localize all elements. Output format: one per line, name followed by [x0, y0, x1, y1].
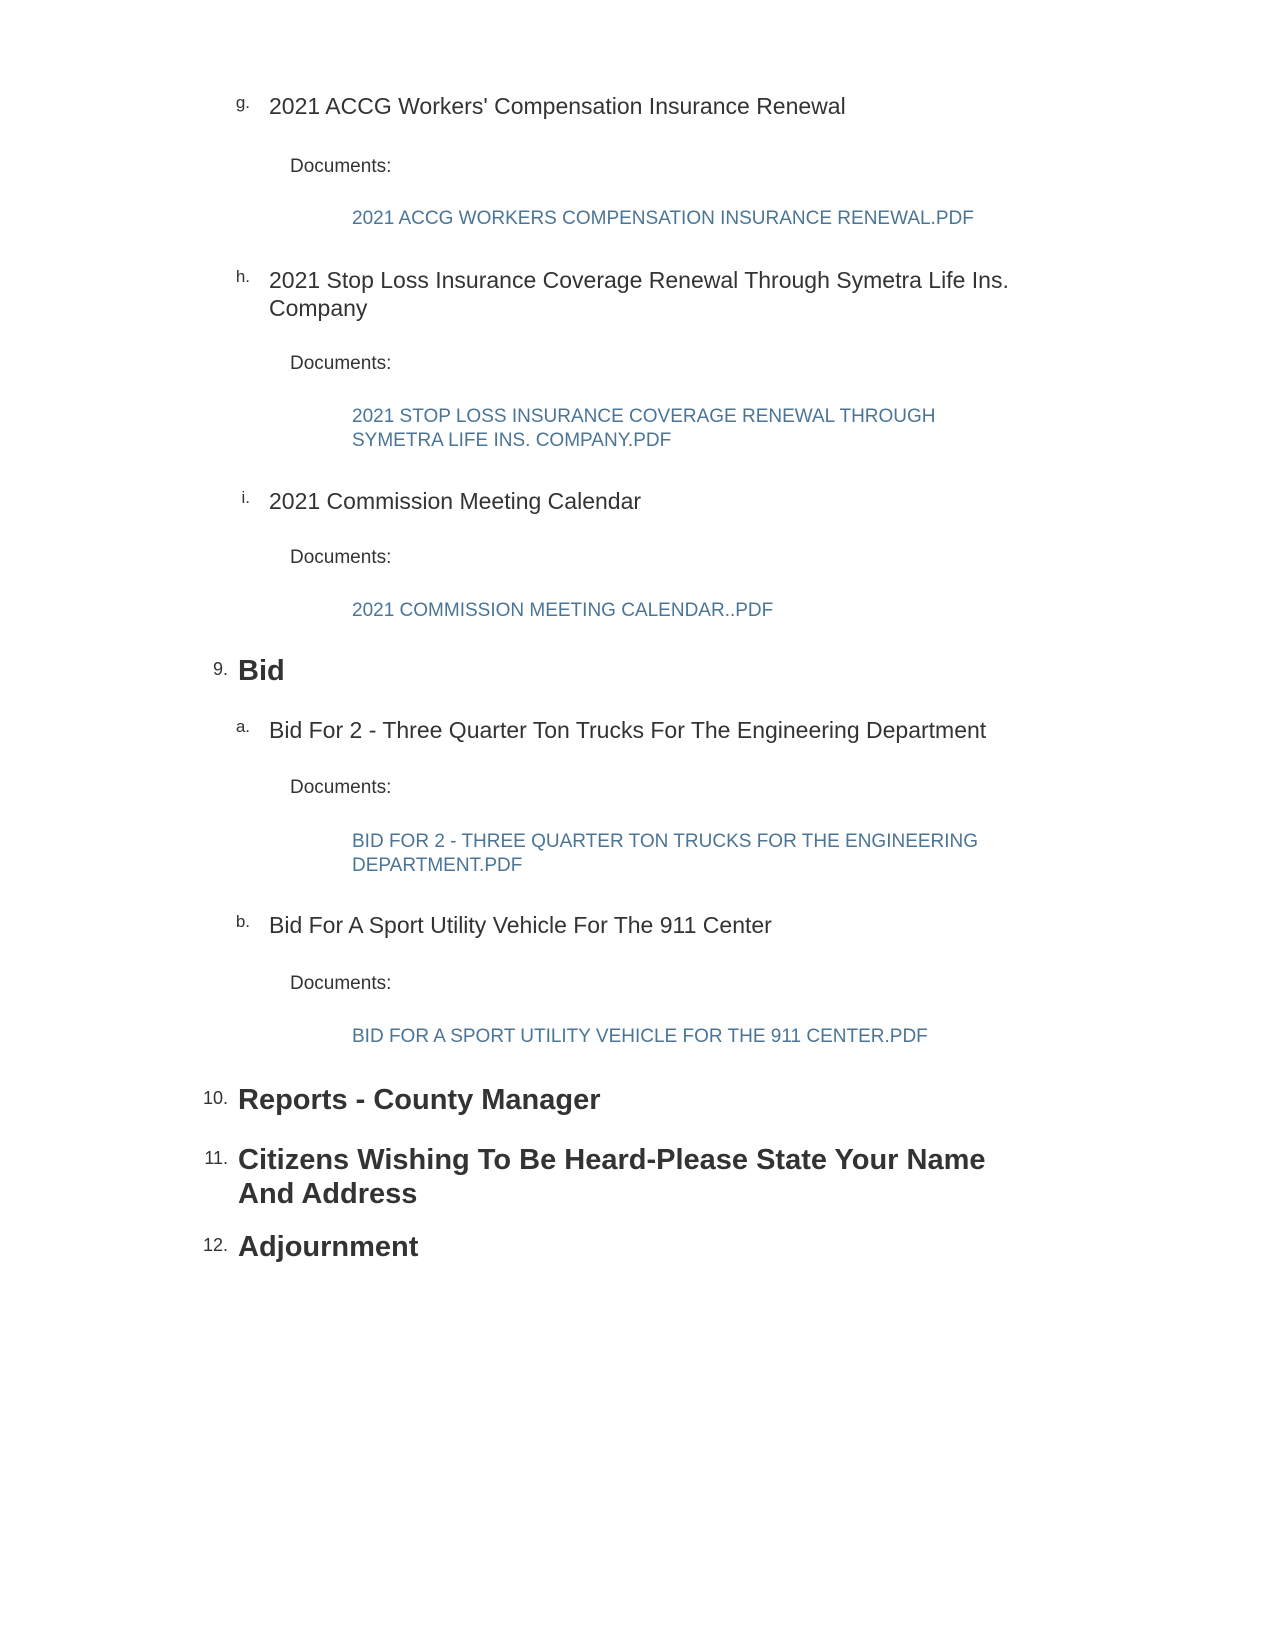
section-marker: 9.	[212, 659, 228, 679]
documents-label: Documents:	[290, 156, 392, 177]
section-marker: 10.	[202, 1088, 228, 1108]
section-title: Reports - County Manager	[238, 1084, 601, 1116]
document-link[interactable]: 2021 COMMISSION MEETING CALENDAR..PDF	[352, 600, 774, 621]
item-marker: b.	[235, 912, 250, 931]
section-marker: 12.	[202, 1235, 228, 1255]
documents-label: Documents:	[290, 547, 392, 568]
item-title: 2021 ACCG Workers' Compensation Insurance Renewal	[269, 93, 846, 119]
item-title: Bid For A Sport Utility Vehicle For The 911 Center	[269, 912, 772, 938]
item-title: 2021 Stop Loss Insurance Coverage Renewal Through Symetra Life Ins. Company	[269, 267, 1009, 321]
section-title: Bid	[238, 655, 285, 687]
documents-label: Documents:	[290, 353, 392, 374]
item-marker: g.	[235, 93, 250, 112]
item-marker: i.	[241, 488, 250, 507]
item-title: 2021 Commission Meeting Calendar	[269, 488, 642, 514]
section-marker: 11.	[204, 1148, 228, 1168]
item-marker: a.	[235, 717, 250, 736]
item-title: Bid For 2 - Three Quarter Ton Trucks For The Engineering Department	[269, 717, 987, 743]
section-title: Adjournment	[238, 1231, 419, 1263]
document-link[interactable]: BID FOR 2 - THREE QUARTER TON TRUCKS FOR THE ENGINEERING DEPARTMENT.PDF	[352, 831, 979, 876]
document-link[interactable]: 2021 STOP LOSS INSURANCE COVERAGE RENEWAL THROUGH SYMETRA LIFE INS. COMPANY.PDF	[352, 406, 936, 451]
item-marker: h.	[235, 267, 250, 286]
section-title: Citizens Wishing To Be Heard-Please State Your Name And Address	[238, 1144, 986, 1210]
document-link[interactable]: BID FOR A SPORT UTILITY VEHICLE FOR THE 911 CENTER.PDF	[352, 1026, 928, 1047]
document-link[interactable]: 2021 ACCG WORKERS COMPENSATION INSURANCE RENEWAL.PDF	[352, 208, 974, 229]
documents-label: Documents:	[290, 777, 392, 798]
documents-label: Documents:	[290, 973, 392, 994]
